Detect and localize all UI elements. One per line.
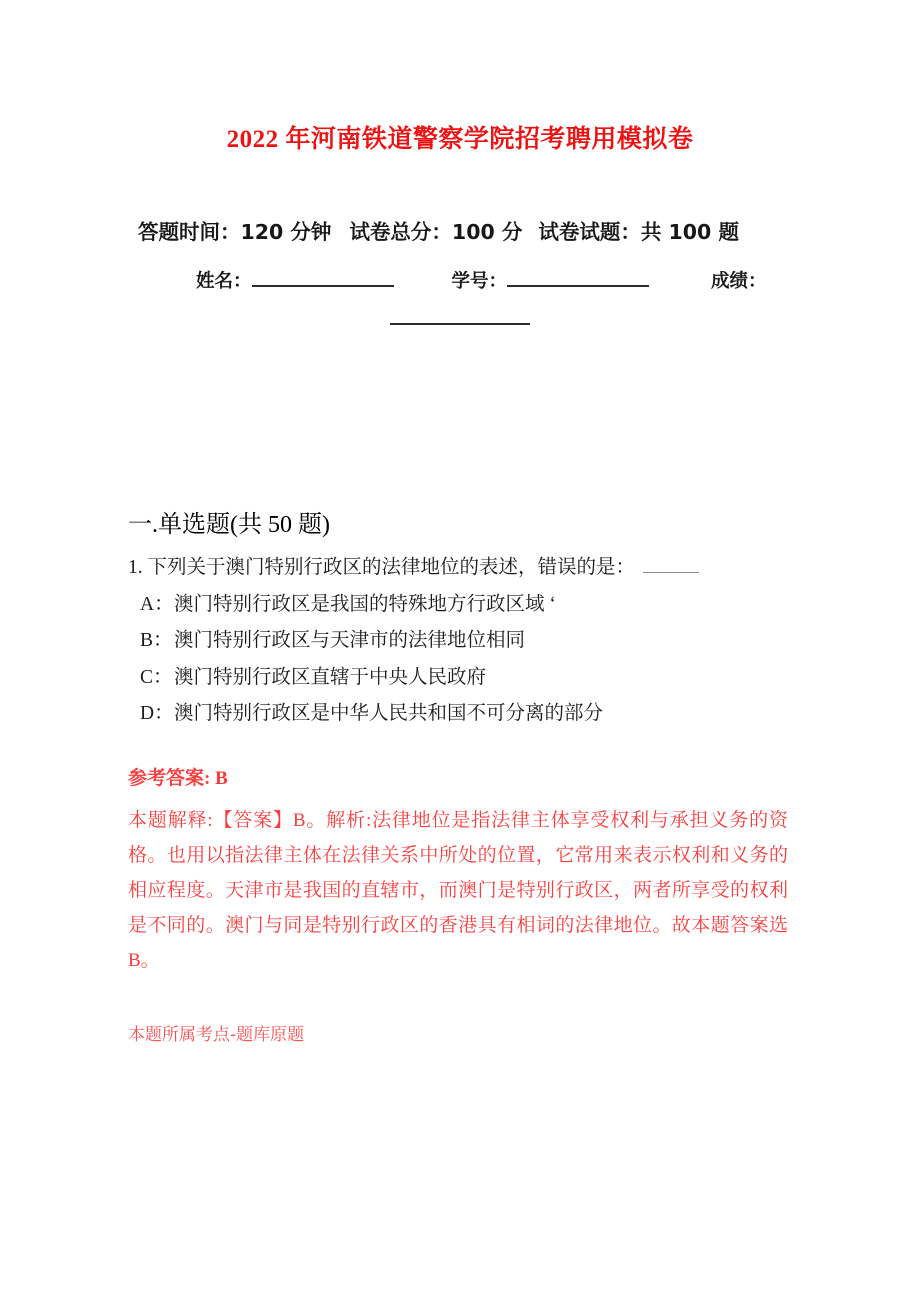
option-b-text: 澳门特别行政区与天津市的法律地位相同 xyxy=(174,630,526,651)
section-heading: 一.单选题(共 50 题) xyxy=(128,512,330,538)
score-label: 成绩： xyxy=(711,271,767,292)
page-title: 2022 年河南铁道警察学院招考聘用模拟卷 xyxy=(226,126,694,153)
option-a xyxy=(140,588,556,616)
answer-explanation: 本题解释:【答案】B。解析:法律地位是指法律主体享受权利与承担义务的资格。也用以指法律主体在法律关系中所处的位置，它常用来表示权利和义务的相应程度。天津市是我国的直辖市，而澳门是特别行政区，两者所享受的权利是不同的。澳门与同是特别行政区的香港具有相词的法律地位。故本题答案选 B。 xyxy=(128,810,788,971)
exam-point-note: 本题所属考点-题库原题 xyxy=(128,1025,305,1045)
student-id-blank-rule xyxy=(507,269,649,287)
exam-question-count-label: 试卷试题：共 100 题 xyxy=(538,220,739,244)
name-label: 姓名： xyxy=(196,271,252,292)
student-fields-line xyxy=(196,267,816,293)
question-stem xyxy=(128,551,699,579)
option-a-text: 澳门特别行政区是我国的特殊地方行政区域 ‘ xyxy=(174,594,556,615)
exam-duration-label: 答题时间：120 分钟 xyxy=(138,220,332,244)
option-c-text: 澳门特别行政区直辖于中央人民政府 xyxy=(174,667,487,688)
reference-answer: 参考答案: B xyxy=(128,768,228,789)
score-blank-rule-row xyxy=(0,312,920,330)
exam-meta-line xyxy=(138,215,788,245)
option-d xyxy=(140,697,603,725)
option-d-key: D： xyxy=(140,703,174,724)
option-d-text: 澳门特别行政区是中华人民共和国不可分离的部分 xyxy=(174,703,604,724)
name-blank-rule xyxy=(252,269,394,287)
exam-total-score-label: 试卷总分：100 分 xyxy=(349,220,523,244)
question-stem-text: 1. 下列关于澳门特别行政区的法律地位的表述，错误的是： xyxy=(128,557,636,578)
option-b xyxy=(140,624,525,652)
option-c xyxy=(140,661,486,689)
question-answer-blank-rule xyxy=(643,556,699,573)
option-b-key: B： xyxy=(140,630,173,651)
student-id-label: 学号： xyxy=(451,271,508,292)
option-a-key: A： xyxy=(140,594,174,615)
score-blank-rule xyxy=(390,321,530,325)
option-c-key: C： xyxy=(140,667,173,688)
